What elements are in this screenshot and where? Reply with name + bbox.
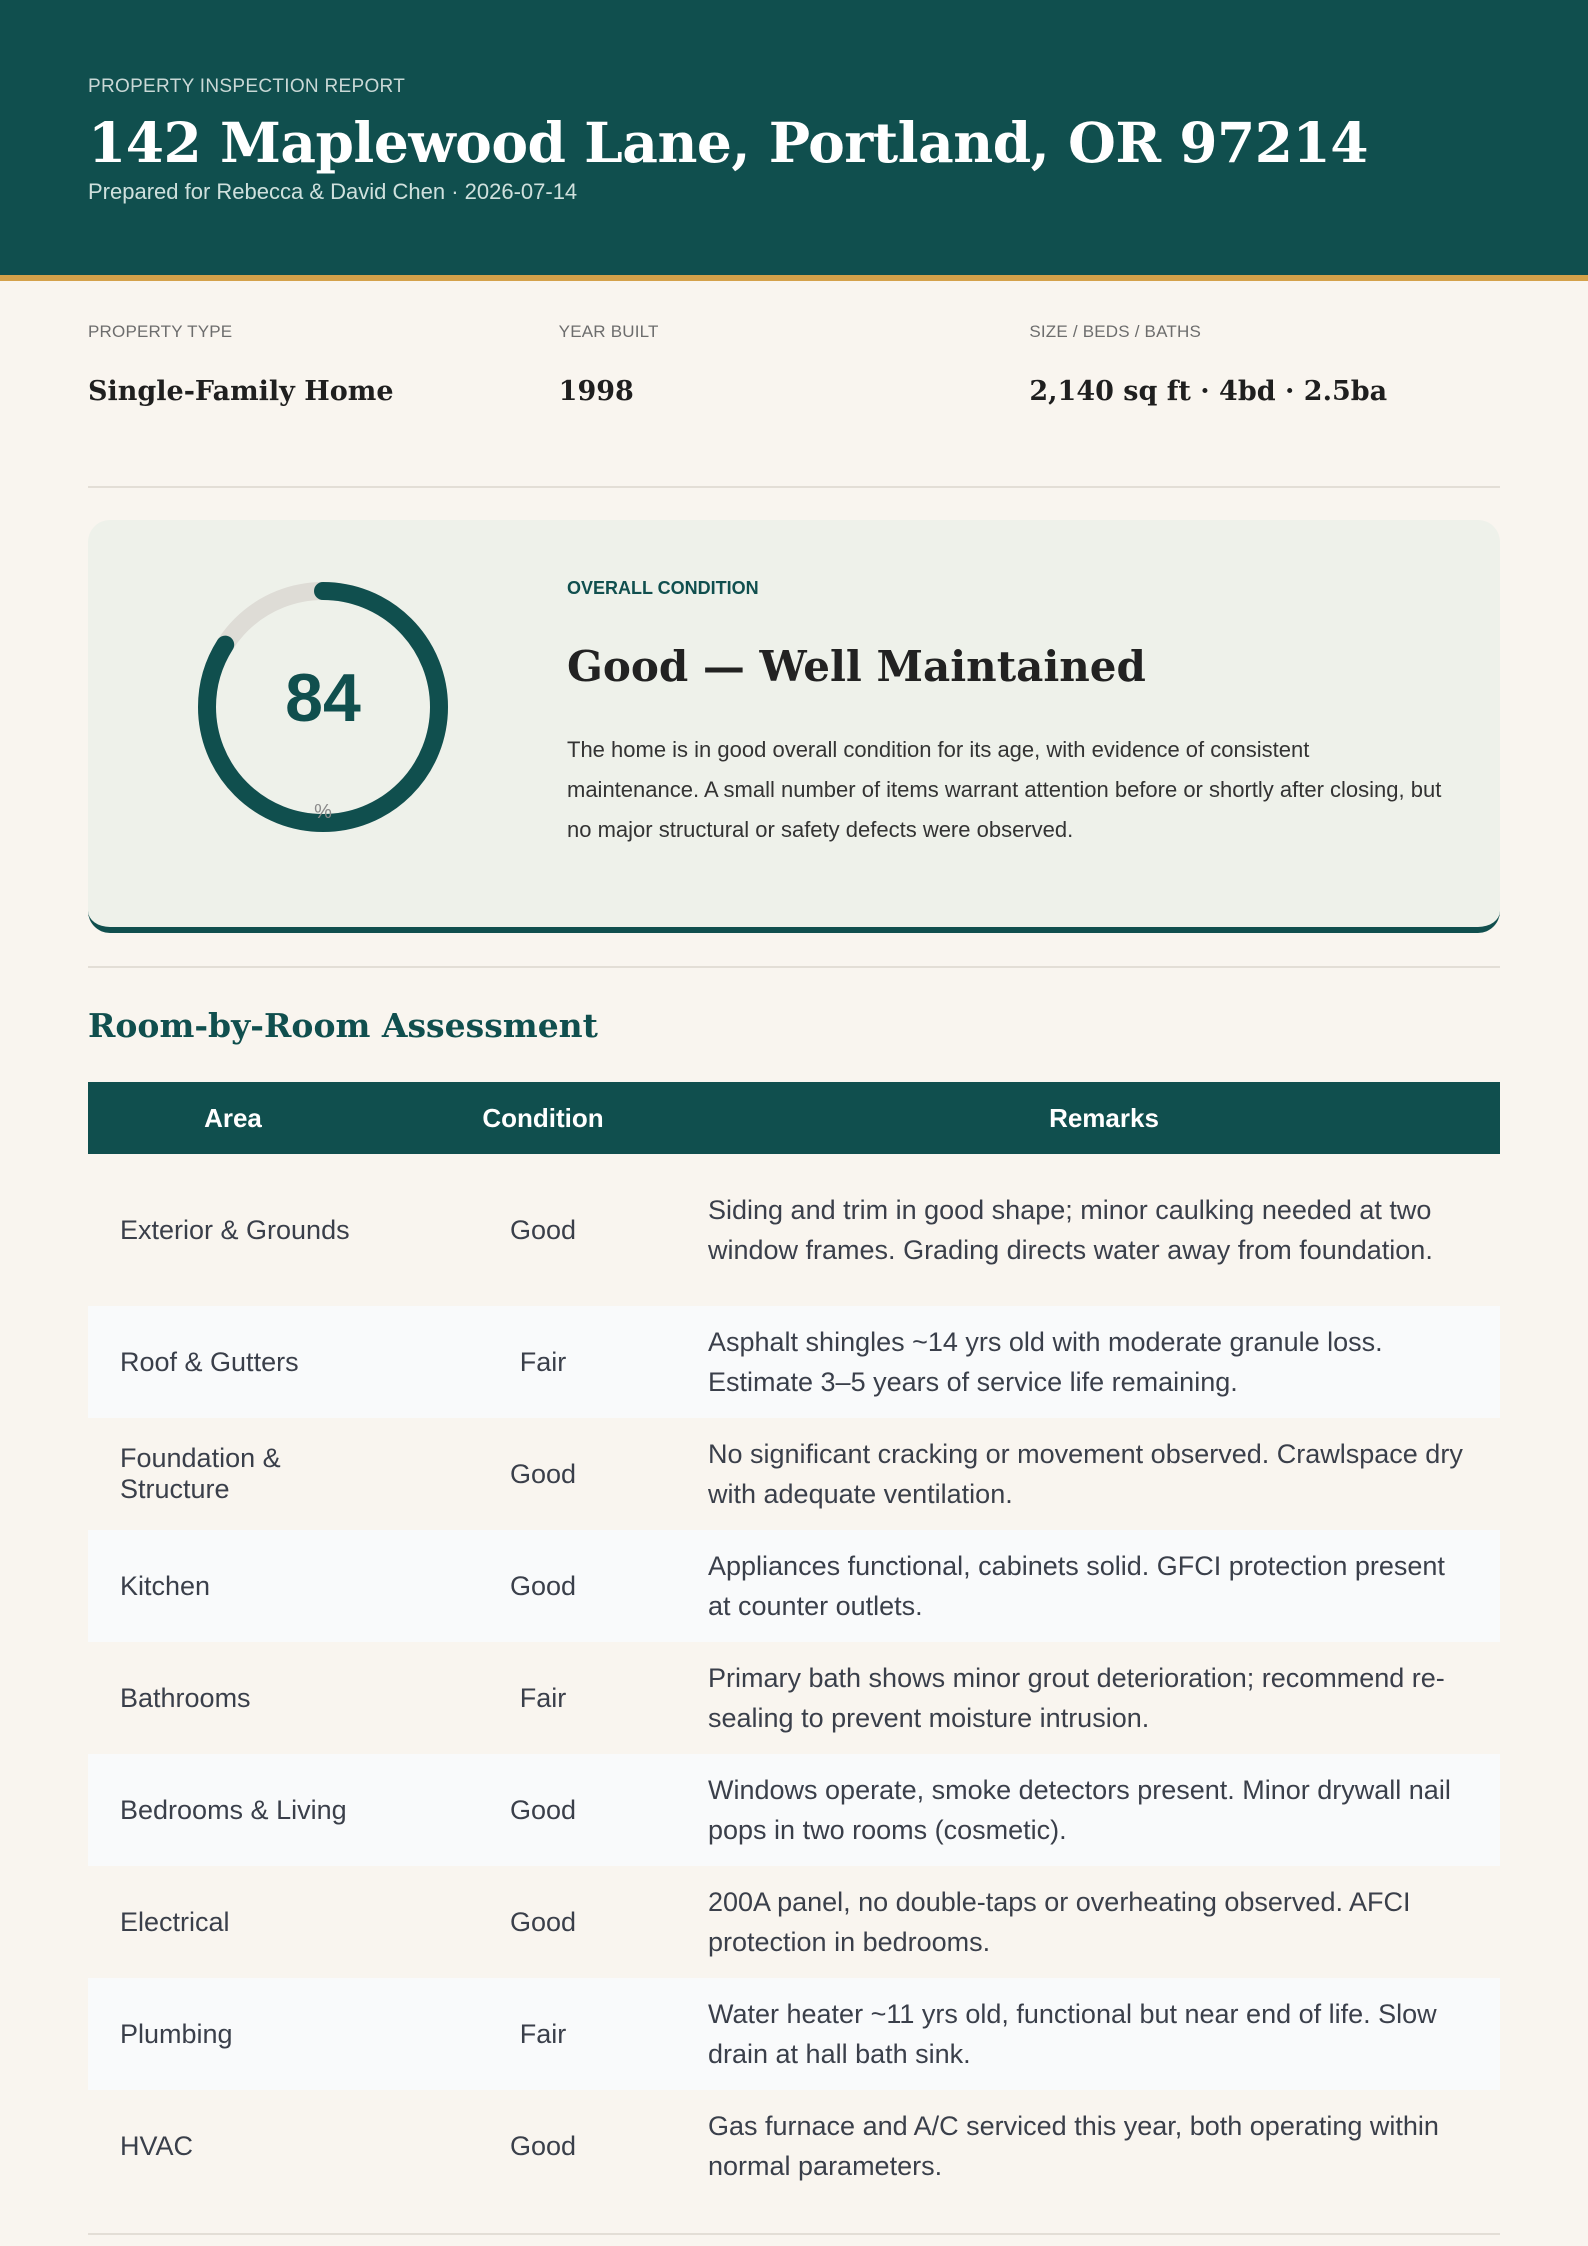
fact-label: SIZE / BEDS / BATHS — [1029, 322, 1201, 341]
condition-cell: Good — [509, 1906, 577, 1937]
table-row — [88, 2090, 1500, 2202]
table-row — [88, 1978, 1500, 2090]
fact-value: 1998 — [558, 376, 634, 407]
report-eyebrow: PROPERTY INSPECTION REPORT — [88, 76, 406, 97]
area-cell: Plumbing — [88, 1978, 378, 2090]
table-row — [88, 1530, 1500, 1642]
remarks-cell: Asphalt shingles ~14 yrs old with moderate granule loss. Estimate 3–5 years of service life remaining. — [708, 1306, 1500, 1418]
area-cell: Kitchen — [88, 1530, 378, 1642]
assessment-table — [88, 1082, 1500, 2202]
condition-description: The home is in good overall condition for its age, with evidence of consistent maintenance. A small number of items warrant attention before or shortly after closing, but no major structural or safety defects were observed. — [567, 737, 1442, 842]
condition-cell: Fair — [378, 1306, 708, 1418]
score-unit: % — [314, 801, 332, 823]
column-header-condition: Condition — [378, 1082, 708, 1154]
prepared-for: Prepared for Rebecca & David Chen · 2026-07-14 — [88, 179, 578, 204]
remarks-cell: Primary bath shows minor grout deterioration; recommend re-sealing to prevent moisture intrusion. — [708, 1663, 1445, 1733]
divider — [88, 966, 1500, 968]
table-header-row — [88, 1082, 1500, 1154]
condition-cell: Good — [509, 1214, 577, 1245]
fact-label: PROPERTY TYPE — [88, 322, 233, 341]
area-cell: Bathrooms — [120, 1682, 251, 1713]
table-row — [88, 1754, 1500, 1866]
remarks-cell: Gas furnace and A/C serviced this year, both operating within normal parameters. — [708, 2111, 1439, 2181]
area-cell: Exterior & Grounds — [120, 1214, 350, 1245]
column-header-area: Area — [88, 1082, 378, 1154]
fact-label: YEAR BUILT — [558, 322, 659, 341]
section-title: Room-by-Room Assessment — [88, 1006, 598, 1045]
fact-size — [1029, 322, 1500, 407]
score-gauge — [198, 582, 448, 832]
remarks-cell: Water heater ~11 yrs old, functional but near end of life. Slow drain at hall bath sink. — [708, 1978, 1500, 2090]
fact-year-built — [559, 322, 1030, 407]
fact-value: Single-Family Home — [88, 376, 394, 407]
property-facts — [88, 322, 1500, 407]
area-cell: Bedrooms & Living — [88, 1754, 378, 1866]
remarks-cell: Siding and trim in good shape; minor caulking needed at two window frames. Grading directs water away from foundation. — [708, 1195, 1433, 1265]
divider — [88, 486, 1500, 488]
table-row — [88, 1306, 1500, 1418]
condition-cell: Fair — [519, 1682, 567, 1713]
table-row — [88, 1866, 1500, 1978]
area-cell: Foundation & Structure — [120, 1443, 281, 1504]
overall-condition-card — [88, 520, 1500, 933]
table-row — [88, 1418, 1500, 1530]
table-row — [88, 1642, 1500, 1754]
property-address: 142 Maplewood Lane, Portland, OR 97214 — [88, 110, 1369, 175]
condition-label: OVERALL CONDITION — [567, 578, 759, 598]
fact-value: 2,140 sq ft · 4bd · 2.5ba — [1029, 376, 1388, 407]
area-cell: Electrical — [120, 1906, 230, 1937]
score-value: 84 — [285, 660, 361, 736]
condition-cell: Good — [509, 2130, 577, 2161]
remarks-cell: No significant cracking or movement observed. Crawlspace dry with adequate ventilation. — [708, 1439, 1463, 1509]
remarks-cell: Appliances functional, cabinets solid. GFCI protection present at counter outlets. — [708, 1530, 1500, 1642]
condition-cell: Good — [378, 1754, 708, 1866]
condition-title: Good — Well Maintained — [567, 642, 1146, 691]
area-cell: HVAC — [120, 2130, 194, 2161]
table-row — [88, 1154, 1500, 1306]
area-cell: Roof & Gutters — [88, 1306, 378, 1418]
condition-cell: Fair — [378, 1978, 708, 2090]
remarks-cell: Windows operate, smoke detectors present. Minor drywall nail pops in two rooms (cosmetic). — [708, 1754, 1500, 1866]
divider — [88, 2233, 1500, 2235]
condition-cell: Good — [509, 1458, 577, 1489]
column-header-remarks: Remarks — [708, 1082, 1500, 1154]
remarks-cell: 200A panel, no double-taps or overheating observed. AFCI protection in bedrooms. — [708, 1887, 1411, 1957]
fact-property-type — [88, 322, 559, 407]
condition-cell: Good — [378, 1530, 708, 1642]
report-header — [0, 0, 1588, 281]
